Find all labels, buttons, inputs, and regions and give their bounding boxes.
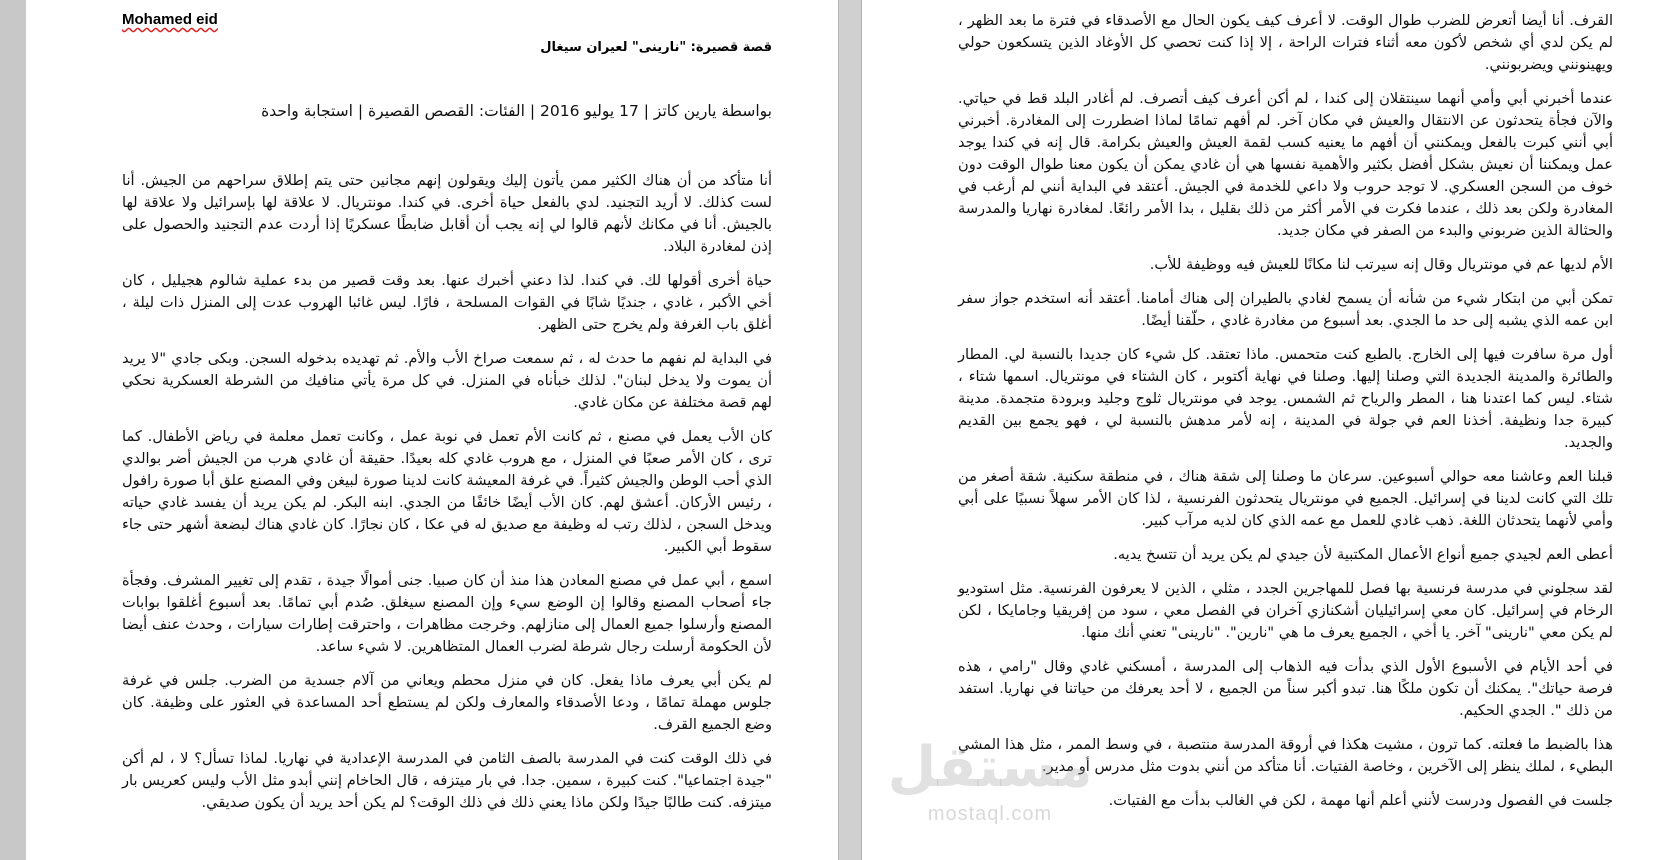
page-gutter bbox=[838, 0, 862, 860]
paragraph: أول مرة سافرت فيها إلى الخارج. بالطبع كنت متحمس. ماذا تعتقد. كل شيء كان جديدا بالنسبة لي. المطار والطائرة والمدينة الجديدة التي وصلنا إليها. وصلنا في نهاية أكتوبر ، كان الشتاء في مونتريال. اسمها شتاء ، شتاء. ليس كما اعتدنا هنا ، المطر والرياح ثم الشمس. يوجد في مونتريال ثلوج وجليد وبرودة متجمدة. مدينة كبيرة جدا ونظيفة. أخذنا العم في جولة في المدينة ، إنه لأمر مدهش بالنسبة لي ، فهو يجمع بين القديم والجديد. bbox=[958, 346, 1613, 451]
paragraph: أعطى العم لجيدي جميع أنواع الأعمال المكتبية لأن جيدي لم يكن يريد أن تتسخ يديه. bbox=[1113, 546, 1613, 563]
paragraph: هذا بالضبط ما فعلته. كما ترون ، مشيت هكذا في أروقة المدرسة منتصبة ، في وسط الممر ، مثل هذا المشي البطيء ، لملك ينظر إلى الآخرين ، وخاصة الفتيات. أنا متأكد من أنني بدوت مثل مدرس أو مدير. bbox=[958, 736, 1613, 775]
author-name: Mohamed eid bbox=[122, 11, 218, 28]
paragraph: الأم لديها عم في مونتريال وقال إنه سيرتب لنا مكانًا للعيش فيه ووظيفة للأب. bbox=[1149, 256, 1613, 273]
paragraph: كان الأب يعمل في مصنع ، ثم كانت الأم تعمل في نوبة عمل ، وكانت تعمل معلمة في رياض الأطفال. كما ترى ، كان الأمر صعبًا في المنزل ، مع هروب غادي كله بعيدًا. حقيقة أن غادي هرب من الجيش أضر بوالدي الذي أحب الوطن والجيش كثيراً. في غرفة المعيشة كانت لدينا صورة لبيغن وفي المصنع علق أبا صورة رافول ، رئيس الأركان. أعشق لهم. كان الأب أيضًا خائفًا من الجدي. ابنه البكر. لم يكن يريد أن يفسد غادي حياته ويدخل السجن ، لذلك رتب له وظيفة مع صديق له في عكا ، كان نجارًا. كان غادي هناك لبضعة أشهر حتى جاء سقوط أبي الكبير. bbox=[122, 428, 772, 555]
paragraph: لم يكن أبي يعرف ماذا يفعل. كان في منزل محطم ويعاني من آلام جسدية من الضرب. جلس في غرفة جلوس مهملة تمامًا ، ودعا الأصدقاء والمعارف ولكن لم يستطع أحد المساعدة في العثور على وظيفة. كان وضع الجميع القرف. bbox=[122, 672, 772, 733]
left-page-body bbox=[122, 170, 772, 826]
paragraph: عندما أخبرني أبي وأمي أنهما سينتقلان إلى كندا ، لم أكن أعرف كيف أتصرف. لم أغادر البلد قط في حياتي. والآن فجأة يتحدثون عن الانتقال والعيش في مكان آخر. لم أفهم تمامًا لماذا اضطررت إلى المغادرة. أخبرني أبي أنني كبرت بالفعل ويمكنني أن أفهم ما يعنيه كسب لقمة العيش والعيش بكرامة. قال إنه في كندا يوجد عمل ويمكننا أن نعيش بشكل أفضل بكثير والأهمية نفسها هي أن غادي يمكن أن يكون معنا طوال الوقت دون خوف من السجن العسكري. لا توجد حروب ولا داعي للخدمة في الجيش. أعتقد في البداية أنني لم أرغب في المغادرة ولكن بعد ذلك ، عندما فكرت في الأمر أكثر من ذلك بقليل ، بدا الأمر رائعًا. لمغادرة نهاريا والمدرسة والحثالة الذين ضربوني والبدء من الصفر في مكان جديد. bbox=[958, 90, 1613, 239]
paragraph: لقد سجلوني في مدرسة فرنسية بها فصل للمهاجرين الجدد ، مثلي ، الذين لا يعرفون الفرنسية. مثل استوديو الرخام في إسرائيل. كان معي إسرائيليان أشكنازي آخران في الفصل معي ، سود من إفريقيا وجامايكا ، لكن لم يكن معي "نارينى" آخر. يا أخي ، الجميع يعرف ما هي "نارين". "نارينى" تعني أنك منها. bbox=[958, 580, 1613, 641]
paragraph: في أحد الأيام في الأسبوع الأول الذي بدأت فيه الذهاب إلى المدرسة ، أمسكني غادي وقال "رامي ، هذه فرصة حياتك". يمكنك أن تكون ملكًا هنا. تبدو أكبر سناً من الجميع ، لا أحد يعرفك من حياتنا في نهاريا. استفد من ذلك ". الجدي الحكيم. bbox=[958, 658, 1613, 719]
document-page-right bbox=[862, 0, 1674, 860]
paragraph: أنا متأكد من أن هناك الكثير ممن يأتون إليك ويقولون إنهم مجانين حتى يتم إطلاق سراحهم من الجيش. أنا لست كذلك. لا أريد التجنيد. لدي بالفعل حياة أخرى. في كندا. مونتريال. لا علاقة لها بإسرائيل ولا علاقة لها بالجيش. أنا في مكانك لأنهم قالوا لي إنه يجب أن أقابل ضابطًا عسكريًا إذا أردت عدم التجنيد والحصول على إذن لمغادرة البلاد. bbox=[122, 172, 772, 255]
paragraph: في ذلك الوقت كنت في المدرسة بالصف الثامن في المدرسة الإعدادية في نهاريا. لماذا تسأل؟ لا ، لم أكن "جيدة اجتماعيا". كنت كبيرة ، سمين. جدا. في بار ميتزفه ، قال الحاخام إنني أبدو مثل الأب وليس كعريس بار ميتزفه. كنت طالبًا جيدًا ولكن ماذا يعني ذلك في ذلك الوقت؟ لم يكن أحد يريد أن يكون صديقي. bbox=[122, 750, 772, 811]
right-page-body bbox=[958, 10, 1613, 824]
paragraph: القرف. أنا أيضا أتعرض للضرب طوال الوقت. لا أعرف كيف يكون الحال مع الأصدقاء في فترة ما بعد الظهر ، لم يكن لدي أي شخص لأكون معه أثناء فترات الراحة ، إلا إذا كنت تحصي كل الأوغاد الذين يتسكعون حولي ويهينونني ويضربونني. bbox=[958, 12, 1613, 73]
story-title: قصة قصيرة: "نارينى" لعيران سيغال bbox=[540, 40, 772, 55]
paragraph: جلست في الفصول ودرست لأنني أعلم أنها مهمة ، لكن في الغالب بدأت مع الفتيات. bbox=[1108, 792, 1613, 809]
byline: بواسطة يارين كاتز | 17 يوليو 2016 | الفئات: القصص القصيرة | استجابة واحدة bbox=[261, 102, 772, 120]
document-page-left bbox=[26, 0, 838, 860]
watermark-arabic: مستقل bbox=[887, 735, 1093, 800]
paragraph: في البداية لم نفهم ما حدث له ، ثم سمعت صراخ الأب والأم. ثم تهديده بدخوله السجن. وبكى جادي "لا يريد أن يموت ولا يدخل لبنان". لذلك خبأناه في المنزل. في كل مرة يأتي منافيك من الشرطة العسكرية نحكي لهم قصة مختلفة عن مكان غادي. bbox=[122, 350, 772, 411]
watermark-latin: mostaql.com bbox=[927, 803, 1053, 825]
paragraph: تمكن أبي من ابتكار شيء من شأنه أن يسمح لغادي بالطيران إلى هناك أمامنا. أعتقد أنه استخدم جواز سفر ابن عمه الذي يشبه إلى حد ما الجدي. بعد أسبوع من مغادرة غادي ، حلّقنا أيضًا. bbox=[958, 290, 1613, 329]
paragraph: قبلنا العم وعاشنا معه حوالي أسبوعين. سرعان ما وصلنا إلى شقة هناك ، في منطقة سكنية. شقة أصغر من تلك التي كانت لدينا في إسرائيل. الجميع في مونتريال يتحدثون الفرنسية ، لذا كان الأمر سهلاً نسبيًا على أبي وأمي لأنهما يتحدثان اللغة. ذهب غادي للعمل مع عمه الذي كان لديه مرآب كبير. bbox=[958, 468, 1613, 529]
paragraph: حياة أخرى أقولها لك. في كندا. لذا دعني أخبرك عنها. بعد وقت قصير من بدء عملية شالوم هجيليل ، كان أخي الأكبر ، غادي ، جنديًا شابًا في القوات المسلحة ، فارًا. ليس غائبا الهروب عدت إلى المنزل ذات ليلة ، أغلق باب الغرفة ولم يخرج حتى الظهر. bbox=[122, 272, 772, 333]
paragraph: اسمع ، أبي عمل في مصنع المعادن هذا منذ أن كان صبيا. جنى أموالًا جيدة ، تقدم إلى تغيير المشرف. وفجأة جاء أصحاب المصنع وقالوا إن الوضع سيء وإن المصنع سيغلق. صُدم أبي تمامًا. بعد أسبوع أغلقوا بوابات المصنع وأرسلوا جميع العمال إلى منازلهم. وخرجت مظاهرات ، واحترقت إطارات سيارات ، وحدث عنف أيضا لأن الحكومة أرسلت رجال شرطة لضرب العمال المتظاهرين. لا شيء ساعد. bbox=[122, 572, 772, 655]
